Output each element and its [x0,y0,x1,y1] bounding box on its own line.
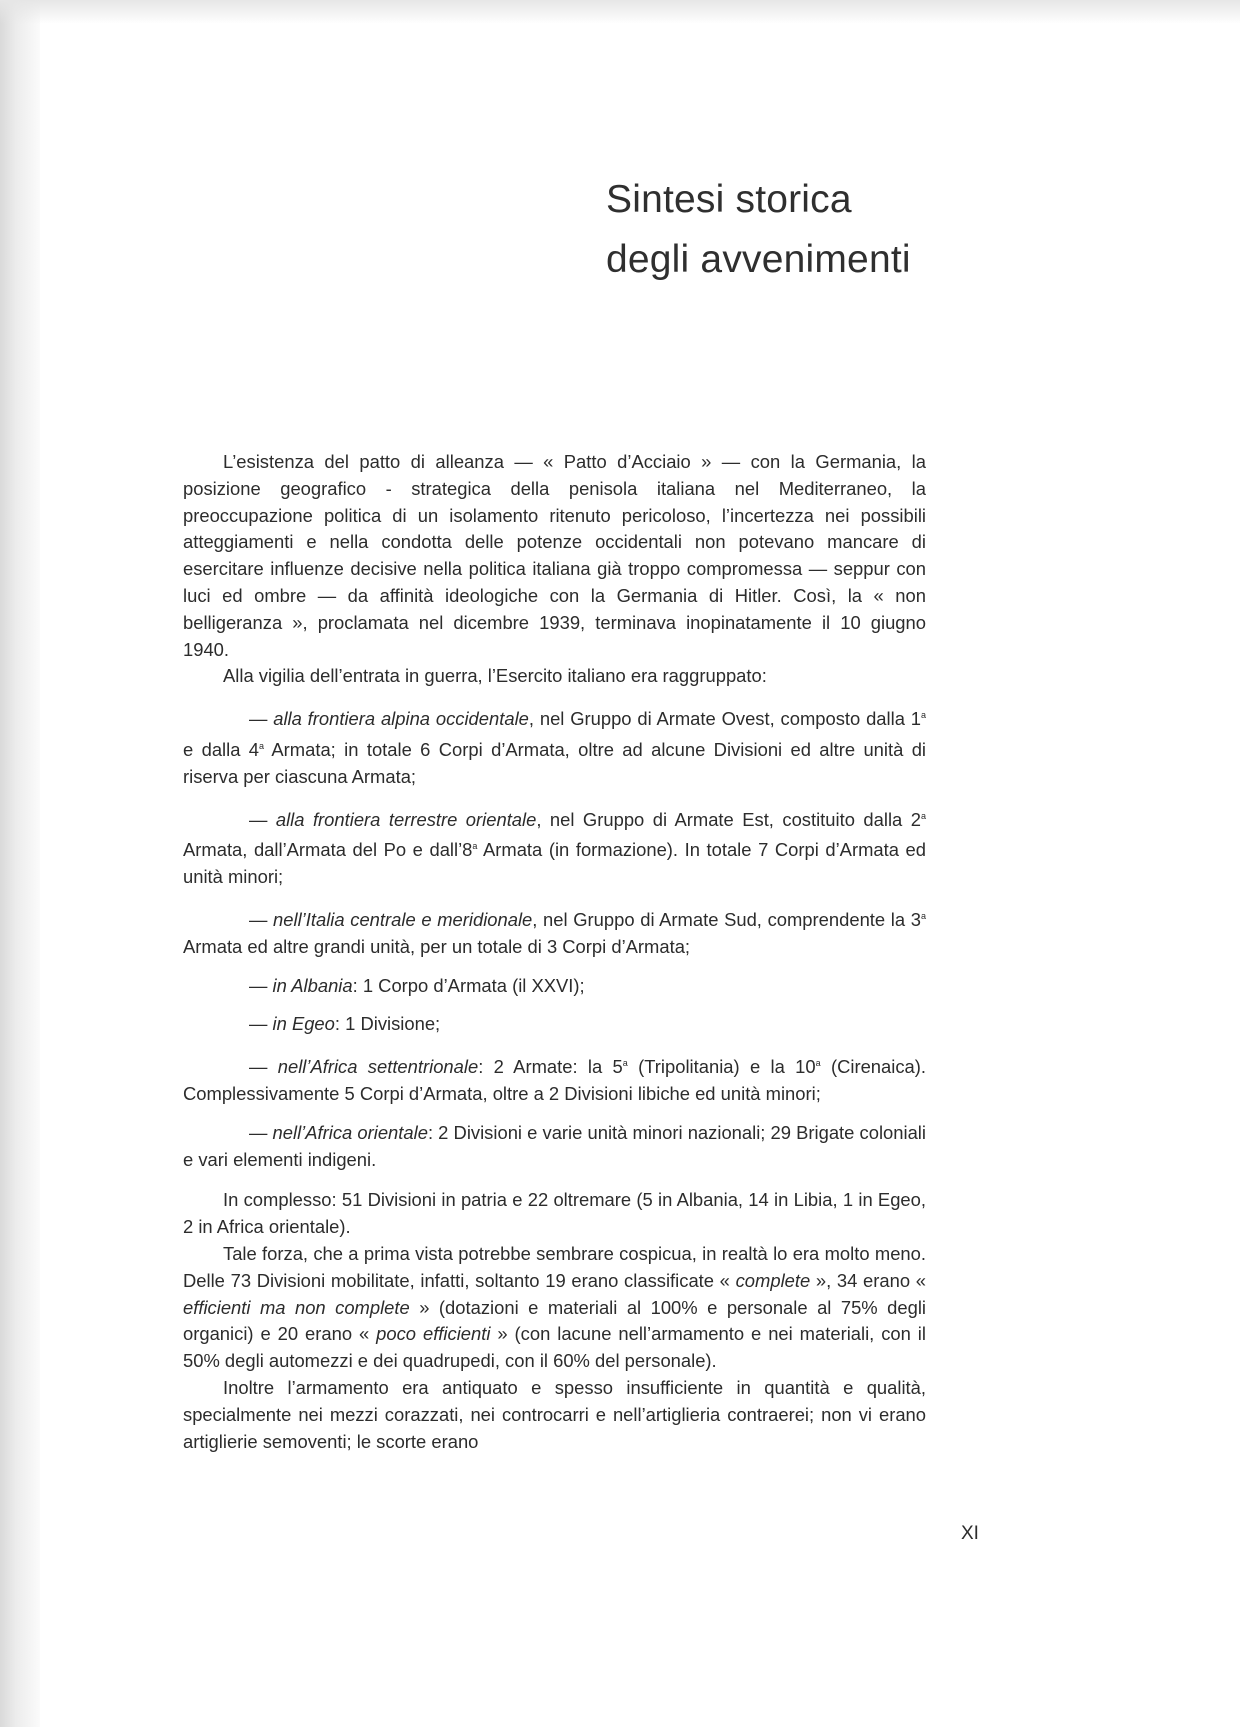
paragraph-intro: L’esistenza del patto di alleanza — « Patto d’Acciaio » — con la Germania, la posizione geografico - strategica della penisola italiana nel Mediterraneo, la preoccupazione politica di un isolamento ritenuto pericoloso, l’incertezza nei possibili atteggiamenti e nella condotta delle potenze occidentali non potevano mancare di esercitare influenze decisive nella politica italiana già troppo compromessa — seppur con luci ed ombre — da affinità ideologiche con la Germania di Hitler. Così, la « non belligeranza », proclamata nel dicembre 1939, terminava inopinatamente il 10 giugno 1940. [183,451,926,660]
page-top-shadow [0,0,1240,24]
body-text [183,449,926,1455]
page-number: XI [961,1523,979,1544]
list-item-orientale: — alla frontiera terrestre orientale, nel Gruppo di Armate Est, costituito dalla 2$^a$ Armata, dall’Armata del Po e dall’8$^a$ Armata (in formazione). In totale 7 Corpi d’Armata ed unità minori; [183,808,926,888]
page-binding-shadow [0,0,40,1727]
item-label: nell’Italia centrale e meridionale [273,908,533,930]
list-item-africa-settentrionale: — nell’Africa settentrionale: 2 Armate: la 5$^a$ (Tripolitania) e la 10$^a$ (Cirenaica). Complessivamente 5 Corpi d’Armata, oltre a 2 Divisioni libiche ed unità minori; [183,1056,926,1104]
item-label: alla frontiera terrestre orientale [275,808,537,830]
item-label: in Egeo [272,1013,335,1035]
page-title [606,180,911,300]
paragraph-armament: Inoltre l’armamento era antiquato e spesso insufficiente in quantità e qualità, specialmente nei mezzi corazzati, nei controcarri e nell’artiglieria contraerei; non vi erano artiglierie semoventi; le scorte erano [183,1376,926,1452]
item-label: nell’Africa settentrionale [277,1056,479,1078]
list-item-centrale: — nell’Italia centrale e meridionale, nel Gruppo di Armate Sud, comprendente la 3$^a$ Armata ed altre grandi unità, per un totale di 3 Corpi d’Armata; [183,908,926,957]
item-label: alla frontiera alpina occidentale [273,708,529,730]
list-item-africa-orientale: — nell’Africa orientale: 2 Divisioni e varie unità minori nazionali; 29 Brigate coloniali e vari elementi indigeni. [183,1121,926,1170]
paragraph-forces: Tale forza, che a prima vista potrebbe sembrare cospicua, in realtà lo era molto meno. Delle 73 Divisioni mobilitate, infatti, soltanto 19 erano classificate « complete », 34 erano « efficienti ma non complete » (dotazioni e materiali al 100% e personale al 75% degli organici) e 20 erano « poco efficienti » (con lacune nell’armamento e nei materiali, con il 50% degli automezzi e dei quadrupedi, con il 60% del personale). [183,1242,926,1372]
list-item-egeo: — in Egeo: 1 Divisione; [249,1013,441,1035]
paragraph-summary: In complesso: 51 Divisioni in patria e 22 oltremare (5 in Albania, 14 in Libia, 1 in Egeo, 2 in Africa orientale). [183,1189,926,1238]
title-line-2: degli avvenimenti [606,238,911,281]
list-item-albania: — in Albania: 1 Corpo d’Armata (il XXVI); [249,974,585,996]
item-label: nell’Africa orientale [272,1121,428,1143]
list-item-alpina: — alla frontiera alpina occidentale, nel Gruppo di Armate Ovest, composto dalla 1$^a$ e dalla 4$^a$ Armata; in totale 6 Corpi d’Armata, oltre ad alcune Divisioni ed altre unità di riserva per ciascuna Armata; [183,708,927,787]
item-label: in Albania [272,974,353,996]
title-line-1: Sintesi storica [606,178,852,221]
paragraph-vigilia: Alla vigilia dell’entrata in guerra, l’Esercito italiano era raggruppato: [223,665,767,687]
